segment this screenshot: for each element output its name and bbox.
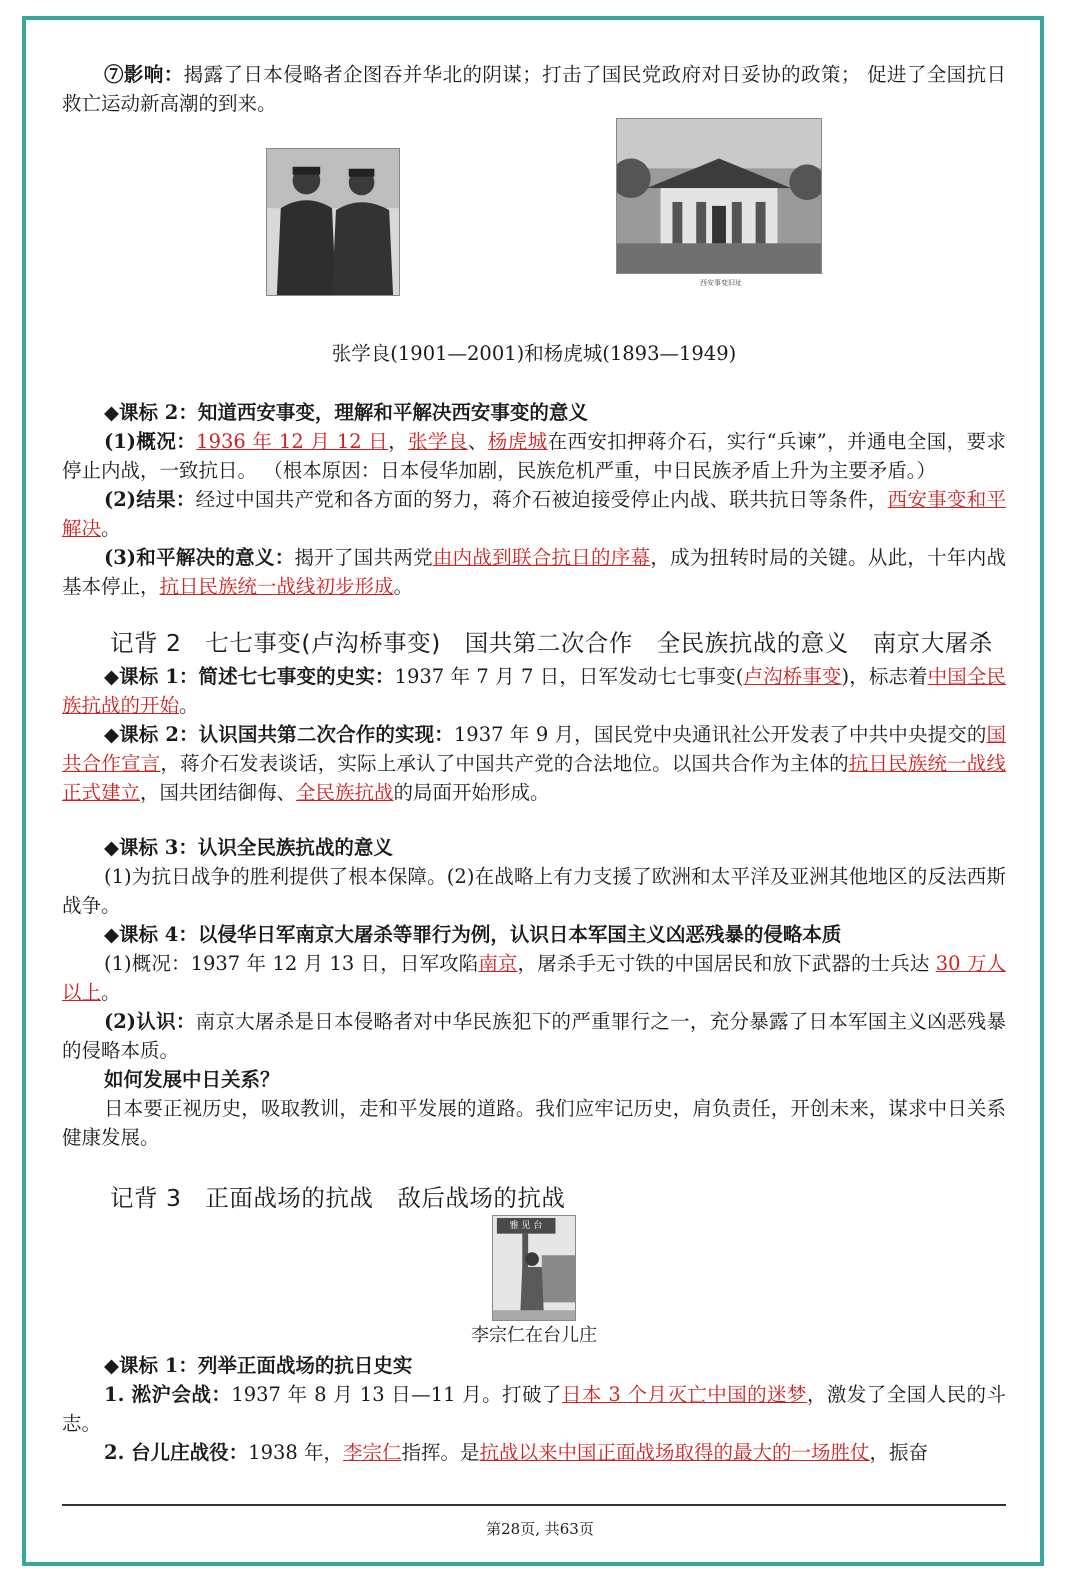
impact-text: 揭露了日本侵略者企图吞并华北的阴谋；打击了国民党政府对日妥协的政策； 促进了全国抗日救亡运动新高潮的到来。 xyxy=(62,63,1006,115)
s2-standard-1-paragraph xyxy=(62,662,1006,720)
highlight-prelude: 由内战到联合抗日的序幕 xyxy=(432,546,651,569)
highlight-result: 西安事变和平解决 xyxy=(62,488,1006,540)
meaning-text: ，成为扭转时局的关键。从此，十年内战基本停止， xyxy=(62,546,1006,598)
text: 南京大屠杀是日本侵略者对中华民族犯下的严重罪行之一，充分暴露了日本军国主义凶恶残暴的侵略本质。 xyxy=(62,1010,1006,1062)
s3-standard-1-title: ◆课标 1：列举正面战场的抗日史实 xyxy=(104,1354,413,1377)
document-body xyxy=(62,60,1006,1467)
s2-standard-2-paragraph xyxy=(62,720,1006,807)
end: 。 xyxy=(393,575,414,598)
highlight-lugou-bridge: 卢沟桥事变 xyxy=(743,665,842,688)
s2-nanjing-understanding xyxy=(62,1007,1006,1065)
overview-label: (1)概况： xyxy=(104,430,197,453)
highlight-li-zongren: 李宗仁 xyxy=(342,1441,402,1464)
text: ，激发了全国人民的斗志。 xyxy=(62,1383,1006,1435)
highlight-yang: 杨虎城 xyxy=(487,430,548,453)
s1-meaning-paragraph xyxy=(62,543,1006,601)
meaning-label: (3)和平解决的意义： xyxy=(104,546,295,569)
highlight-front-established: 抗日民族统一战线正式建立 xyxy=(62,752,1006,804)
impact-paragraph xyxy=(62,60,1006,118)
li-zongren-caption: 李宗仁在台儿庄 xyxy=(471,1325,597,1346)
page-number: 第28页, 共63页 xyxy=(486,1520,594,1538)
s2-standard-3-text: (1)为抗日战争的胜利提供了根本保障。(2)在战略上有力支援了欧洲和太平洋及亚洲其他地区的反法西斯战争。 xyxy=(62,865,1006,917)
text: 1938 年， xyxy=(248,1441,343,1464)
sep: 、 xyxy=(467,430,488,453)
people-photo-caption: 张学良(1901—2001)和杨虎城(1893—1949) xyxy=(331,342,737,365)
taierzhuang-label: 2. 台儿庄战役： xyxy=(104,1441,249,1464)
text: ，蒋介石发表谈话，实际上承认了中国共产党的合法地位。以国共合作为主体的 xyxy=(160,752,849,775)
text: 1937 年 8 月 13 日—11 月。打破了 xyxy=(231,1383,562,1406)
s1-overview-paragraph xyxy=(62,427,1006,485)
footer-rule xyxy=(62,1504,1006,1506)
impact-label: ⑦影响： xyxy=(104,63,184,86)
highlight-nanjing: 南京 xyxy=(478,952,518,975)
end: 。 xyxy=(101,517,121,540)
text: ，振奋 xyxy=(869,1441,929,1464)
overview-text: 在西安扣押蒋介石，实行“兵谏”，并通电全国，要求停止内战，一致抗日。 （根本原因：日本侵华加剧，民族危机严重，中日民族矛盾上升为主要矛盾。） xyxy=(62,430,1006,482)
highlight-300k: 30 万人以上 xyxy=(62,952,1006,1004)
end: 。 xyxy=(179,694,199,717)
text: 的局面开始形成。 xyxy=(393,781,550,804)
s2-standard-3-title: ◆课标 3：认识全民族抗战的意义 xyxy=(104,836,393,859)
q-title: 如何发展中日关系？ xyxy=(104,1068,280,1091)
meaning-text: 揭开了国共两党 xyxy=(294,546,433,569)
text: )，标志着 xyxy=(841,665,928,688)
li-zongren-photo-block xyxy=(62,1215,1006,1321)
section-3-heading: 记背 3 正面战场的抗战 敌后战场的抗战 xyxy=(110,1184,566,1212)
highlight-date: 1936 年 12 月 12 日 xyxy=(196,430,389,453)
taierzhuang-paragraph xyxy=(62,1438,1006,1467)
xian-incident-site-photo xyxy=(616,118,822,274)
zhang-yang-photo xyxy=(266,148,400,296)
text: (1)概况：1937 年 12 月 13 日，日军攻陷 xyxy=(104,952,479,975)
end: 。 xyxy=(101,981,121,1004)
result-text: 经过中国共产党和各方面的努力，蒋介石被迫接受停止内战、联共抗日等条件， xyxy=(195,488,888,511)
text: 1937 年 7 月 7 日，日军发动七七事变( xyxy=(394,665,744,688)
result-label: (2)结果： xyxy=(104,488,196,511)
text: ，屠杀手无寸铁的中国居民和放下武器的士兵达 xyxy=(517,952,936,975)
songhu-label: 1. 淞沪会战： xyxy=(104,1383,232,1406)
s2-standard-1-label: ◆课标 1：简述七七事变的史实： xyxy=(104,665,395,688)
section-2-heading: 记背 2 七七事变(卢沟桥事变) 国共第二次合作 全民族抗战的意义 南京大屠杀 xyxy=(110,629,993,657)
s2-standard-4-title: ◆课标 4：以侵华日军南京大屠杀等罪行为例，认识日本军国主义凶恶残暴的侵略本质 xyxy=(104,923,842,946)
highlight-biggest-victory: 抗战以来中国正面战场取得的最大的一场胜仗 xyxy=(479,1441,870,1464)
highlight-united-front: 抗日民族统一战线初步形成 xyxy=(159,575,394,598)
sep: ， xyxy=(388,430,409,453)
photo-row xyxy=(62,118,1006,348)
highlight-declaration: 国共合作宣言 xyxy=(62,723,1006,775)
s2-nanjing-overview xyxy=(62,949,1006,1007)
highlight-zhang: 张学良 xyxy=(408,430,468,453)
highlight-three-months: 日本 3 个月灭亡中国的迷梦 xyxy=(561,1383,807,1406)
text: 指挥。是 xyxy=(401,1441,480,1464)
text: ，国共团结御侮、 xyxy=(140,781,297,804)
s2-standard-2-label: ◆课标 2：认识国共第二次合作的实现： xyxy=(104,723,454,746)
understanding-label: (2)认识： xyxy=(104,1010,196,1033)
s1-standard-2-title: ◆课标 2：知道西安事变，理解和平解决西安事变的意义 xyxy=(104,401,588,424)
s1-result-paragraph xyxy=(62,485,1006,543)
q-answer: 日本要正视历史，吸取教训，走和平发展的道路。我们应牢记历史，肩负责任，开创未来，谋求中日关系健康发展。 xyxy=(62,1097,1006,1149)
site-photo-caption: 西安事变旧址 xyxy=(700,279,742,287)
highlight-full-resistance-start: 中国全民族抗战的开始 xyxy=(62,665,1006,717)
text: 1937 年 9 月，国民党中央通讯社公开发表了中共中央提交的 xyxy=(453,723,987,746)
sign-text: 雅 见 台 xyxy=(509,1221,543,1231)
songhu-paragraph xyxy=(62,1380,1006,1438)
highlight-full-resistance: 全民族抗战 xyxy=(296,781,394,804)
